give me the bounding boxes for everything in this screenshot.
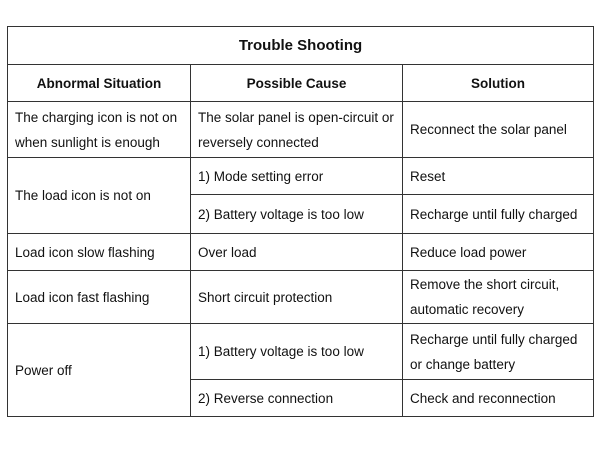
solution-cell: Check and reconnection: [403, 380, 594, 417]
solution-cell: [403, 271, 594, 324]
solution-cell: Reset: [403, 158, 594, 195]
header-solution: Solution: [403, 65, 594, 102]
table-row: [8, 324, 594, 380]
solution-cell: Reduce load power: [403, 234, 594, 271]
table-row: [8, 234, 594, 271]
table-row: [8, 271, 594, 324]
cause-line: reversely connected: [198, 134, 319, 150]
table-title: Trouble Shooting: [8, 27, 594, 65]
header-abnormal-situation: Abnormal Situation: [8, 65, 191, 102]
situation-cell: [8, 102, 191, 158]
solution-line: Remove the short circuit,: [410, 277, 560, 292]
solution-cell: Recharge until fully charged: [403, 195, 594, 234]
table-row: [8, 102, 594, 158]
situation-line: The charging icon is not on: [15, 109, 178, 125]
trouble-shooting-table: [7, 26, 594, 417]
cause-cell: 2) Battery voltage is too low: [191, 195, 403, 234]
situation-cell: Load icon slow flashing: [8, 234, 191, 271]
situation-cell: The load icon is not on: [8, 158, 191, 234]
situation-line: when sunlight is enough: [15, 134, 160, 150]
table-row: [8, 158, 594, 195]
cause-cell: 1) Mode setting error: [191, 158, 403, 195]
solution-line: or change battery: [410, 356, 516, 372]
header-possible-cause: Possible Cause: [191, 65, 403, 102]
solution-cell: [403, 324, 594, 380]
cause-cell: Over load: [191, 234, 403, 271]
cause-cell: 2) Reverse connection: [191, 380, 403, 417]
solution-line: automatic recovery: [410, 302, 525, 317]
situation-cell: Load icon fast flashing: [8, 271, 191, 324]
cause-cell: [191, 102, 403, 158]
cause-cell: 1) Battery voltage is too low: [191, 324, 403, 380]
cause-cell: Short circuit protection: [191, 271, 403, 324]
situation-cell: Power off: [8, 324, 191, 417]
cause-line: The solar panel is open-circuit or: [198, 109, 394, 125]
solution-line: Recharge until fully charged: [410, 331, 578, 347]
solution-cell: Reconnect the solar panel: [403, 102, 594, 158]
